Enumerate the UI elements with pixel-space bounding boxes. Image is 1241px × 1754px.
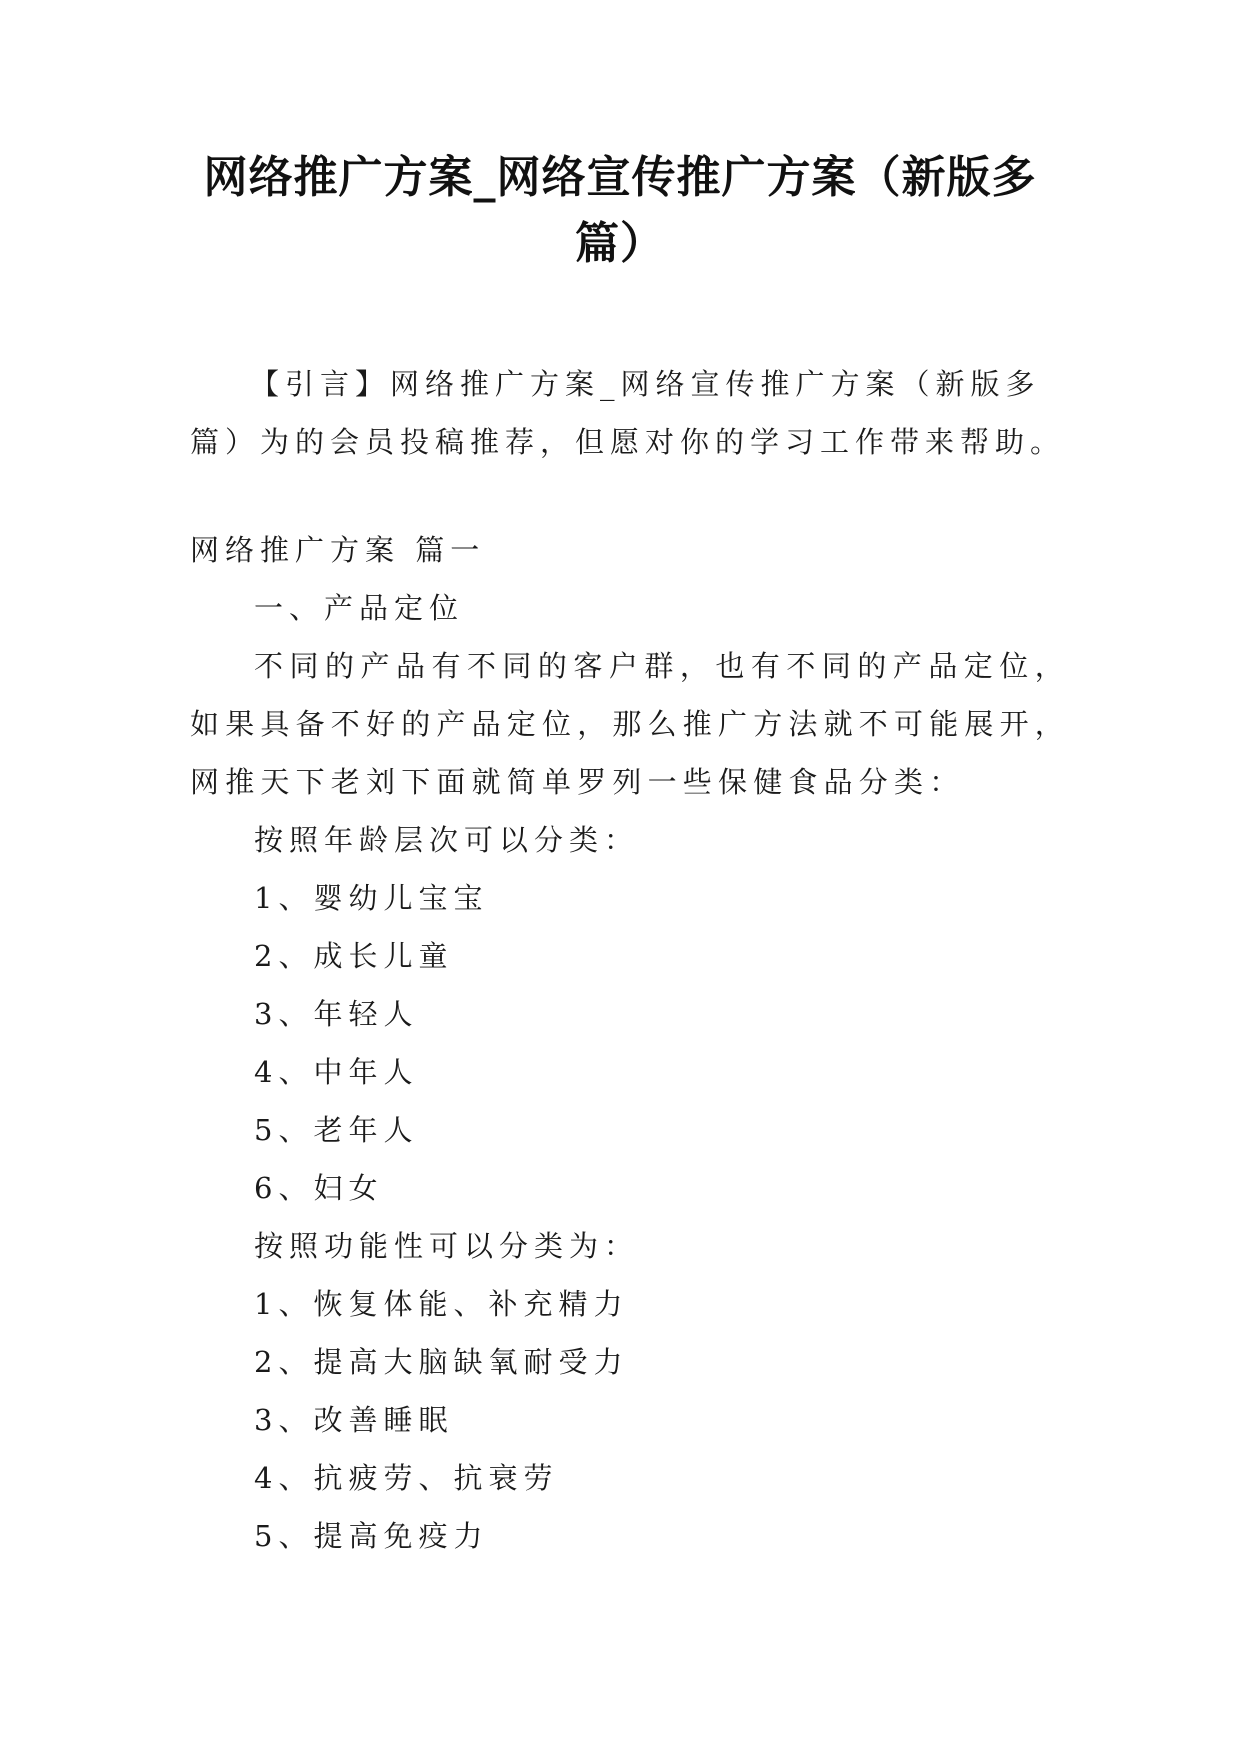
list-item: 3、年轻人: [254, 997, 419, 1031]
list-item: 5、提高免疫力: [254, 1519, 489, 1553]
list-item: 1、恢复体能、补充精力: [254, 1287, 629, 1321]
list-item: 3、改善睡眠: [254, 1403, 454, 1437]
document-title-line-1: 网络推广方案_网络宣传推广方案（新版多: [203, 152, 1037, 203]
body-paragraph: 不同的产品有不同的客户群，也有不同的产品定位，如果具备不好的产品定位，那么推广方法就不可能展开，网推天下老刘下面就简单罗列一些保健食品分类：: [190, 649, 1071, 799]
function-classification-heading: 按照功能性可以分类为：: [254, 1229, 640, 1263]
section-heading: 网络推广方案 篇一: [190, 533, 486, 567]
list-item: 4、中年人: [254, 1055, 419, 1089]
list-item: 5、老年人: [254, 1113, 419, 1147]
document-title: [180, 145, 1060, 277]
intro-paragraph: 【引言】网络推广方案_网络宣传推广方案（新版多篇）为的会员投稿推荐，但愿对你的学习工作带来帮助。: [190, 367, 1066, 459]
list-item: 2、成长儿童: [254, 939, 454, 973]
document-title-line-2: 篇）: [575, 218, 665, 269]
subheading-product-positioning: 一、产品定位: [254, 591, 465, 625]
list-item: 6、妇女: [254, 1171, 384, 1205]
list-item: 1、婴幼儿宝宝: [254, 881, 489, 915]
list-item: 4、抗疲劳、抗衰劳: [254, 1461, 559, 1495]
age-classification-heading: 按照年龄层次可以分类：: [254, 823, 640, 857]
list-item: 2、提高大脑缺氧耐受力: [254, 1345, 629, 1379]
document-body: [190, 521, 1070, 1565]
